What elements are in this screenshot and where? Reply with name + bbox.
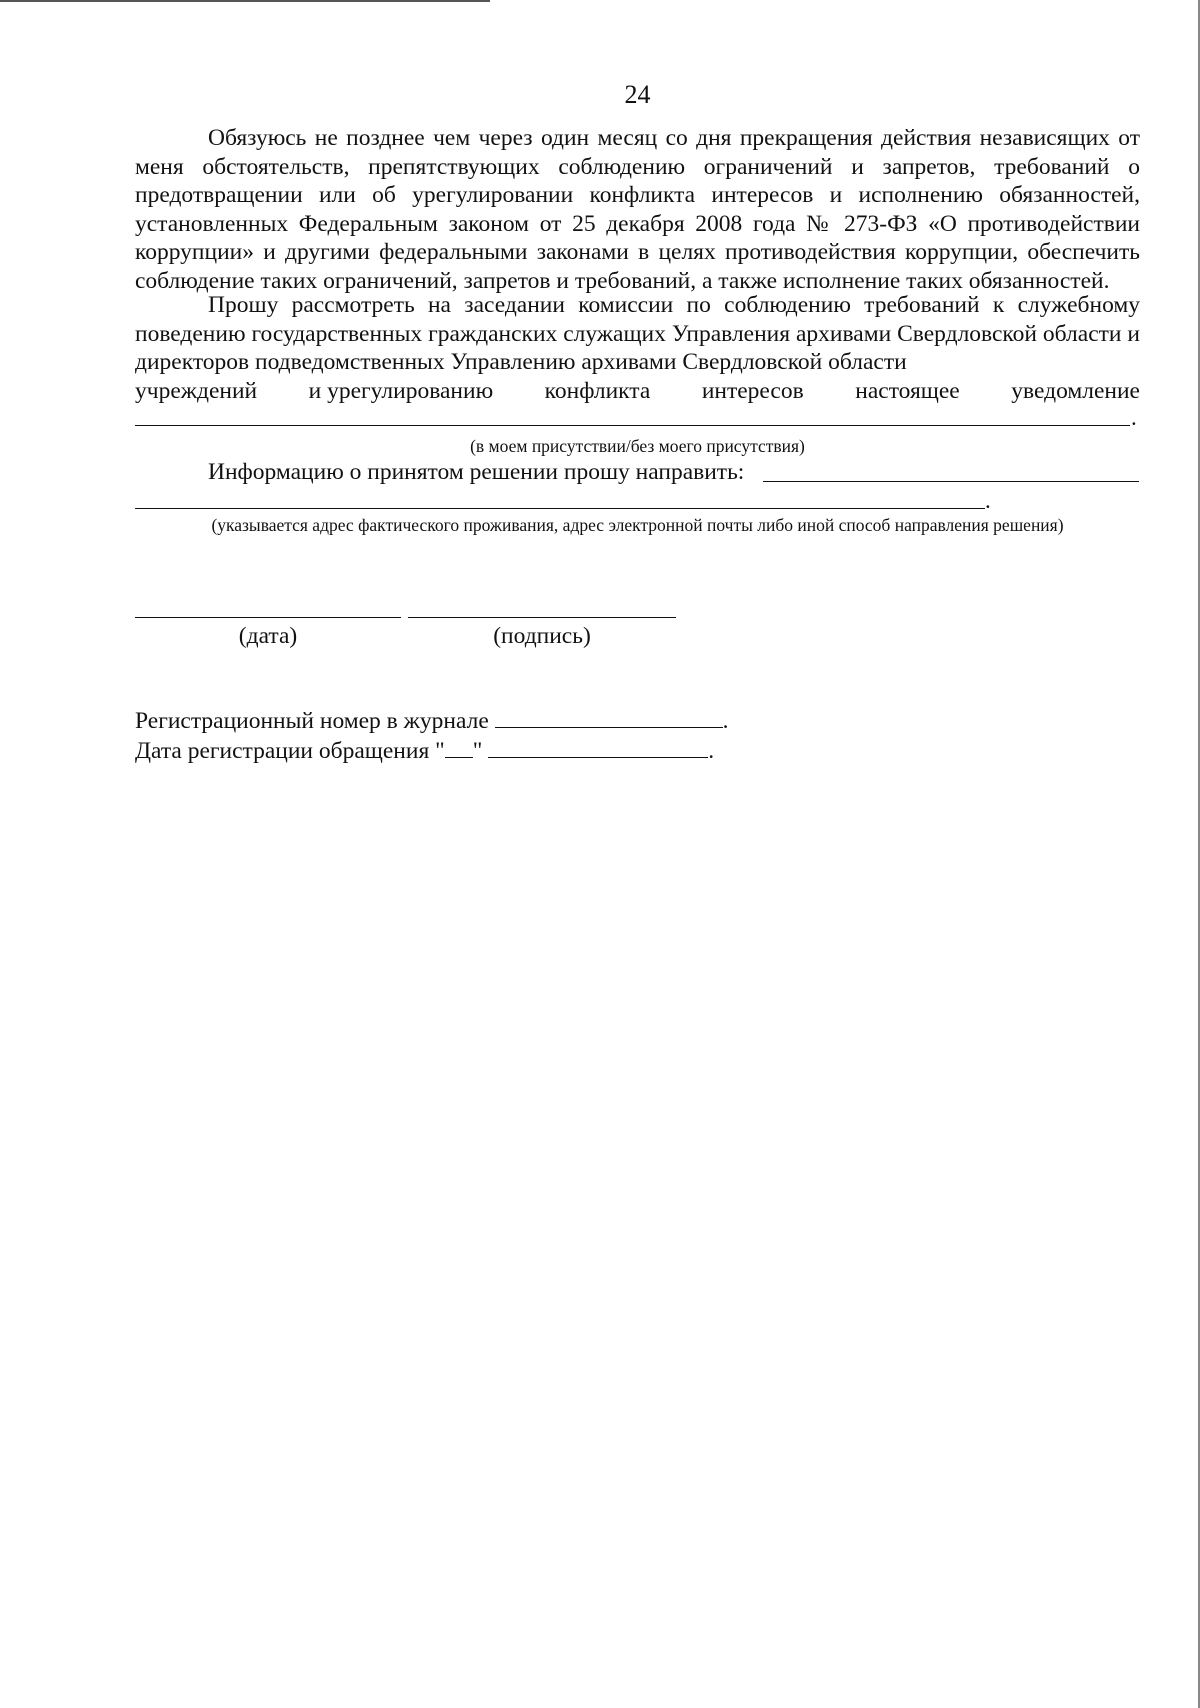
last-line-word: интересов	[701, 377, 804, 404]
page-number: 24	[624, 80, 651, 109]
paragraph-obligation: Обязуюсь не позднее чем через один месяц со дня прекращения действия независящих от меня обстоятельств, препятствующих соблюдению ограничений и запретов, требований о предотвращении или об урегулировании конфликта интересов и исполнению обязанностей, установленных Федеральным законом от 25 декабря 2008 года № 273-ФЗ «О противодействии коррупции» и другими федеральными законами в целях противодействия коррупции, обеспечить соблюдение таких ограничений, запретов и требований, а также исполнение таких обязанностей.	[135, 125, 1140, 294]
presence-hint: (в моем присутствии/без моего присутствия)	[470, 436, 805, 456]
paragraph-request-text: Прошу рассмотреть на заседании комиссии по соблюдению требований к служебному поведению государственных гражданских служащих Управления архивами Свердловской области и директоров подведомственных Управлению архивами Свердловской области	[135, 292, 1140, 375]
info-request-label: Информацию о принятом решении прошу направить:	[208, 459, 745, 485]
registration-month-year-blank[interactable]	[488, 737, 708, 758]
date-blank-line[interactable]	[135, 617, 401, 618]
registration-date-line	[135, 737, 714, 765]
address-hint: (указывается адрес фактического проживания, адрес электронной почты либо иной способ направления решения)	[211, 515, 1064, 535]
last-line-word: уведомление	[1011, 377, 1140, 404]
last-line-word: конфликта	[544, 377, 651, 404]
scan-edge-top	[0, 0, 490, 2]
info-request-blank[interactable]	[763, 481, 1139, 482]
last-line-word: настоящее	[855, 377, 960, 404]
signature-blank-line[interactable]	[408, 617, 676, 618]
open-quote: "	[435, 738, 445, 764]
paragraph-request-last-line	[135, 377, 1140, 406]
registration-number-label: Регистрационный номер в журнале	[135, 708, 489, 734]
registration-number-line	[135, 707, 729, 735]
registration-number-blank[interactable]	[495, 707, 723, 728]
date-label: (дата)	[238, 623, 298, 649]
presence-period: .	[1131, 405, 1137, 430]
presence-blank-line[interactable]	[135, 425, 1130, 426]
registration-date-label: Дата регистрации обращения	[135, 738, 430, 764]
last-line-word: и урегулированию	[308, 377, 494, 404]
address-blank-line[interactable]	[135, 508, 985, 509]
close-quote: "	[472, 738, 483, 764]
address-period: .	[985, 488, 991, 513]
paragraph-request	[135, 291, 1140, 405]
signature-label: (подпись)	[493, 623, 591, 649]
last-line-word: учреждений	[135, 377, 258, 404]
registration-date-period: .	[708, 738, 715, 764]
registration-day-blank[interactable]	[445, 737, 473, 758]
registration-number-period: .	[722, 708, 729, 734]
